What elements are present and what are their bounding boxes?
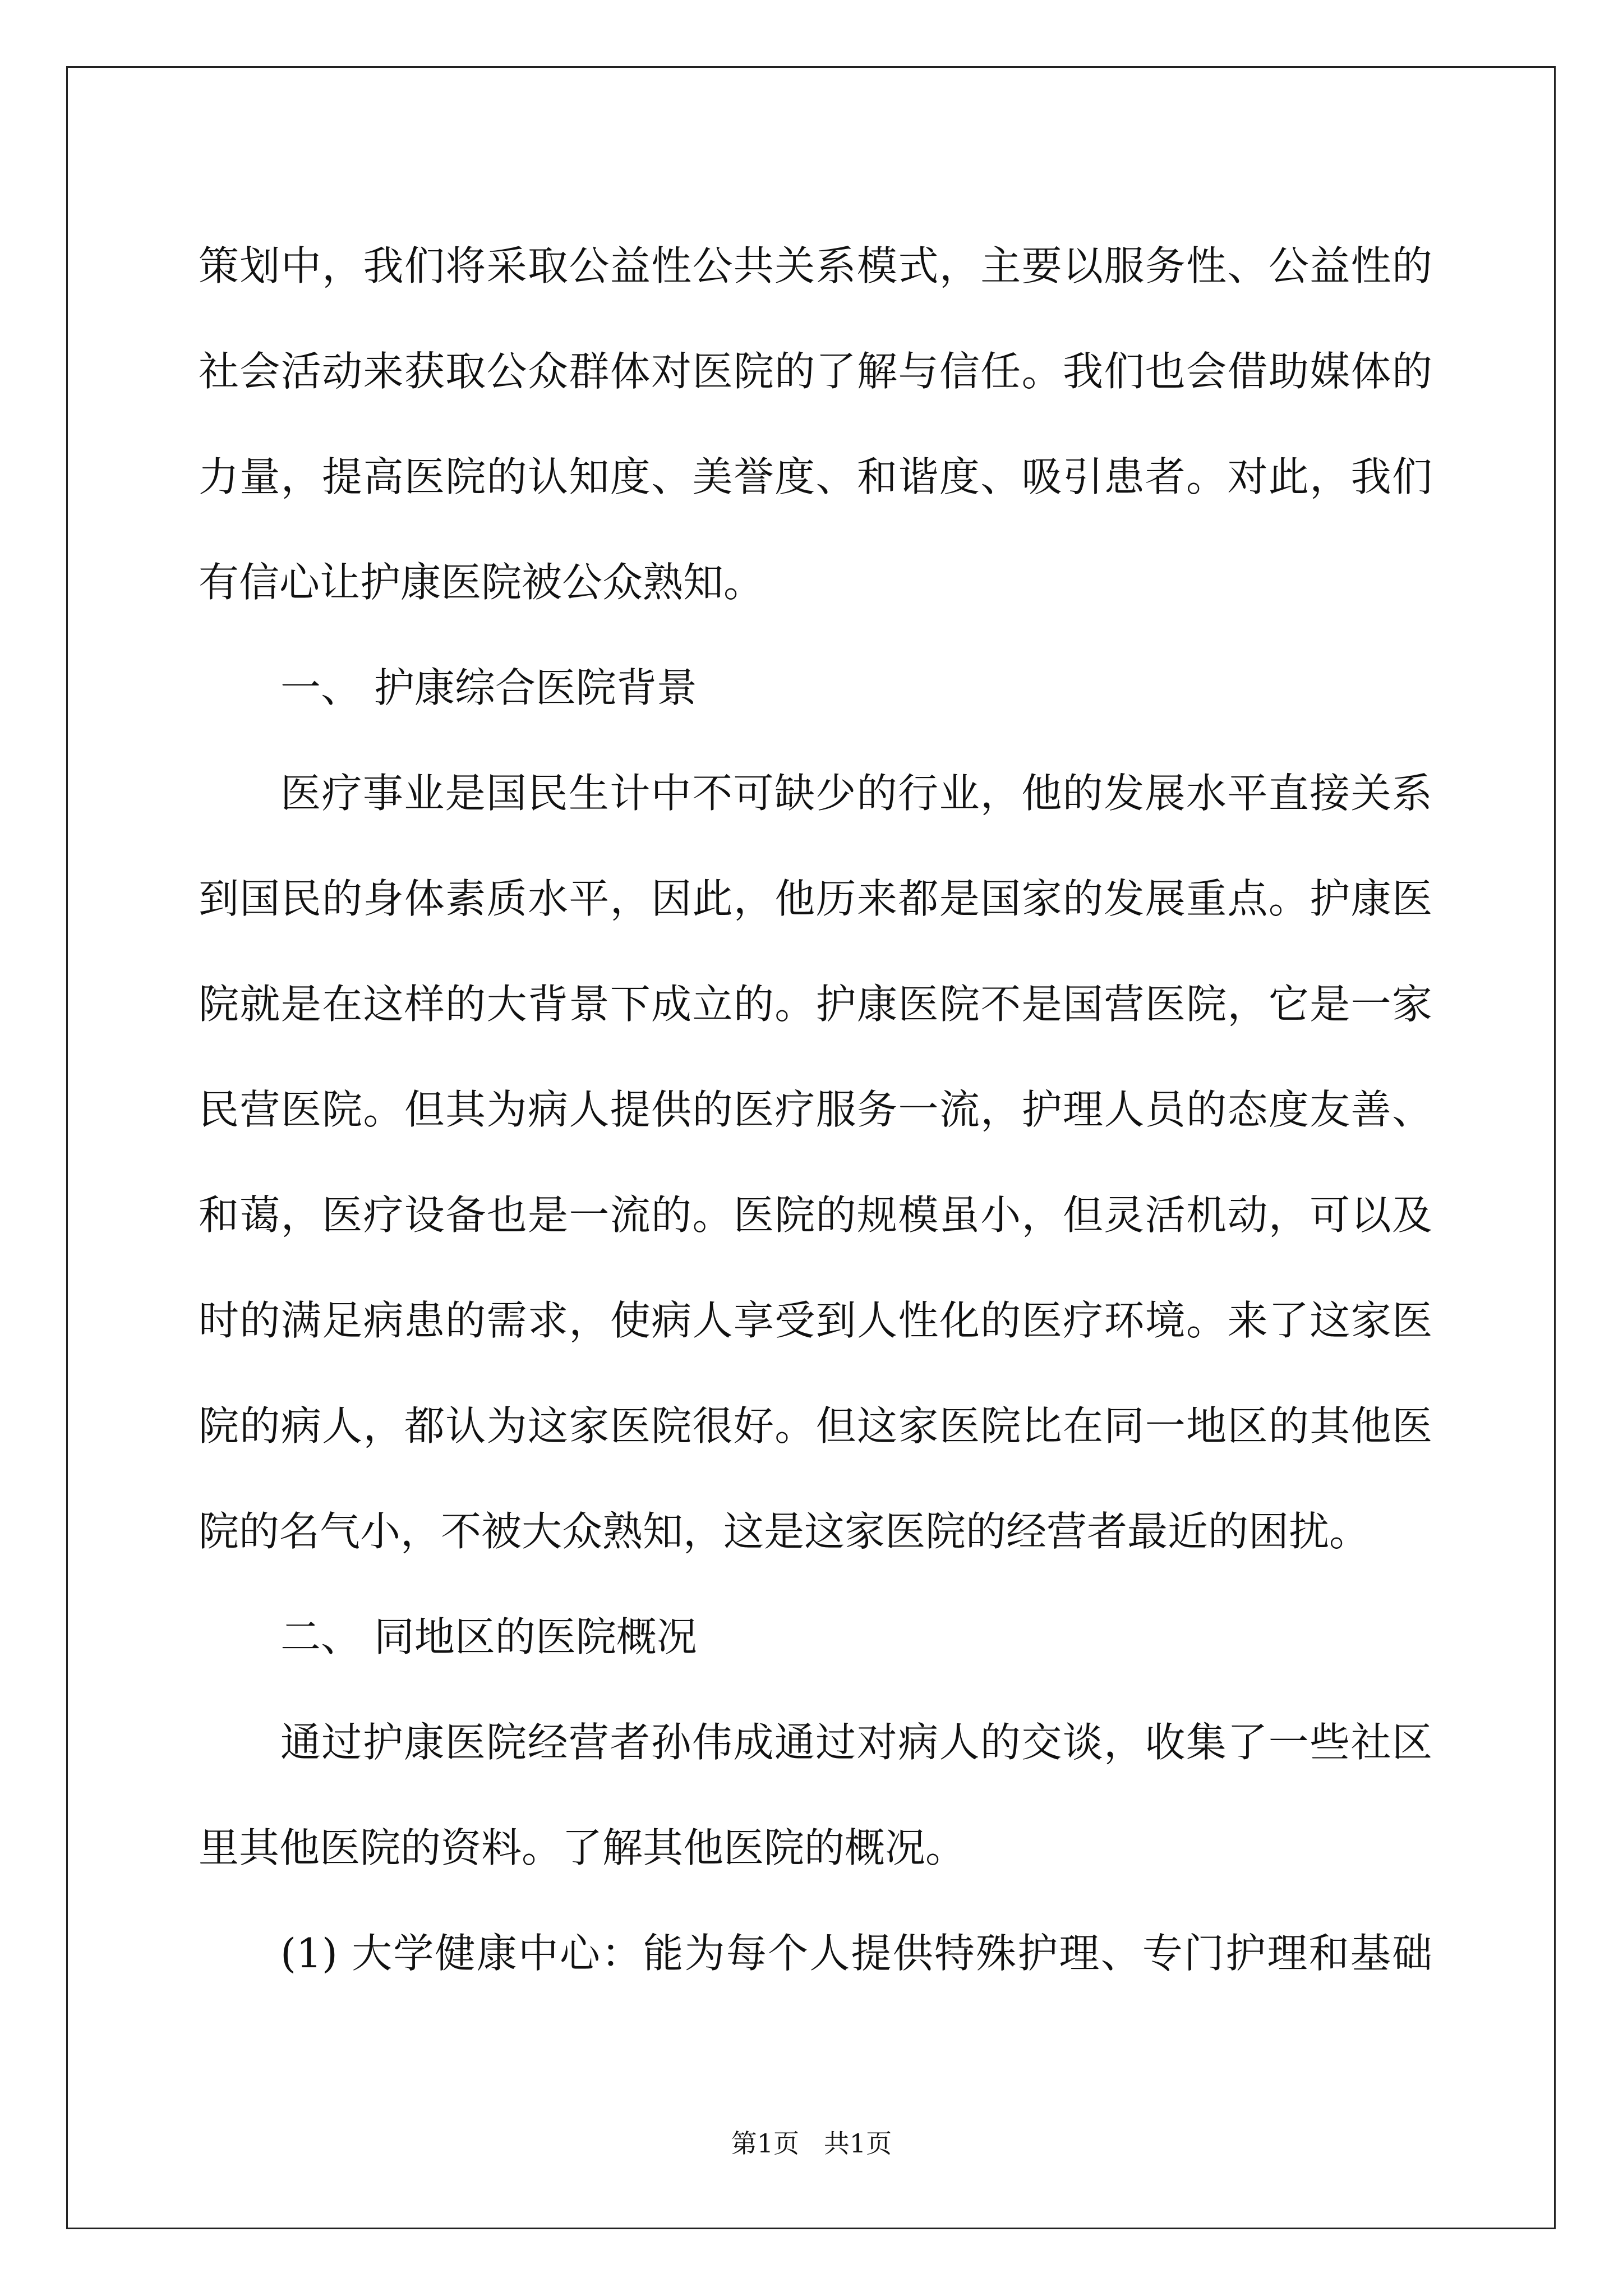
paragraph-line: 民营医院。但其为病人提供的医疗服务一流，护理人员的态度友善、 [199,1086,1432,1133]
page-footer: 第1页 共1页 [731,2128,892,2159]
paragraph-line: 通过护康医院经营者孙伟成通过对病人的交谈，收集了一些社区 [280,1719,1432,1766]
paragraph-line: 院的病人，都认为这家医院很好。但这家医院比在同一地区的其他医 [199,1402,1432,1450]
paragraph-line: 院的名气小，不被大众熟知，这是这家医院的经营者最近的困扰。 [199,1508,1370,1555]
paragraph-line: 院就是在这样的大背景下成立的。护康医院不是国营医院，它是一家 [199,981,1432,1028]
list-item-line: (1) 大学健康中心：能为每个人提供特殊护理、专门护理和基础 [280,1930,1432,1977]
paragraph-line: 里其他医院的资料。了解其他医院的概况。 [199,1824,966,1871]
paragraph-line: 力量，提高医院的认知度、美誉度、和谐度、吸引患者。对此，我们 [199,453,1432,500]
paragraph-line: 医疗事业是国民生计中不可缺少的行业，他的发展水平直接关系 [280,770,1432,817]
paragraph-line: 时的满足病患的需求，使病人享受到人性化的医疗环境。来了这家医 [199,1297,1432,1344]
paragraph-line: 到国民的身体素质水平，因此，他历来都是国家的发展重点。护康医 [199,875,1432,922]
section-heading-background: 一、 护康综合医院背景 [280,664,697,711]
document-body [199,213,1432,2006]
section-heading-overview: 二、 同地区的医院概况 [280,1613,697,1660]
paragraph-line: 社会活动来获取公众群体对医院的了解与信任。我们也会借助媒体的 [199,348,1432,395]
paragraph-line: 有信心让护康医院被公众熟知。 [199,559,764,606]
paragraph-line: 策划中，我们将采取公益性公共关系模式，主要以服务性、公益性的 [199,242,1432,289]
paragraph-line: 和蔼，医疗设备也是一流的。医院的规模虽小，但灵活机动，可以及 [199,1191,1432,1239]
